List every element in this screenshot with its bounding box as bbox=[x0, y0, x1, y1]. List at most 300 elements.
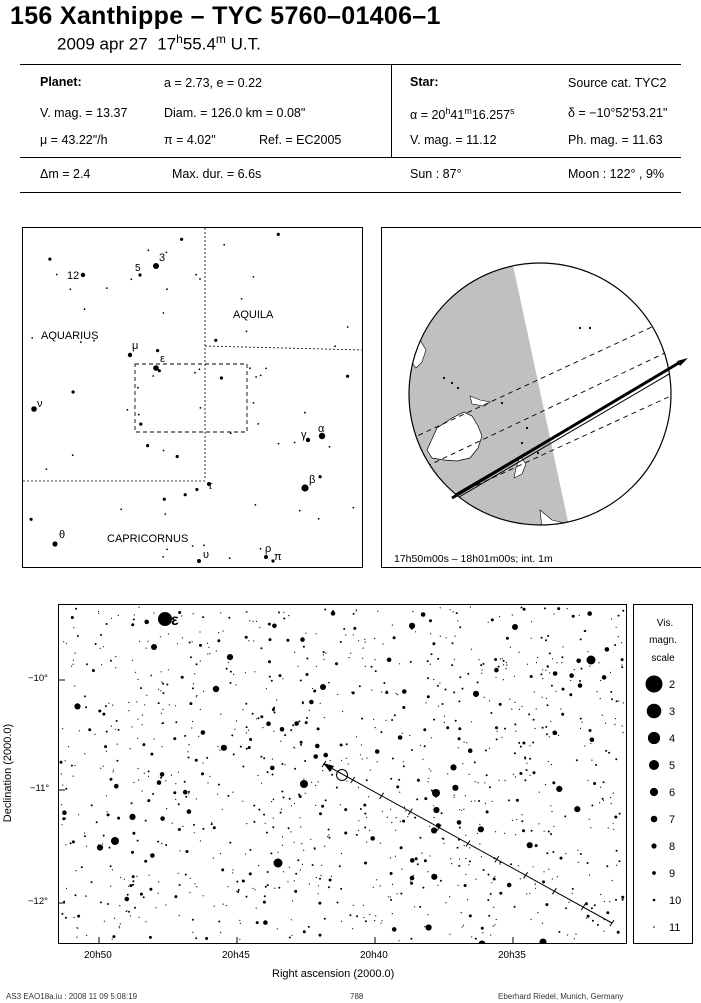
field-star bbox=[84, 832, 85, 833]
field-star bbox=[100, 648, 101, 649]
field-star bbox=[145, 921, 146, 922]
field-star bbox=[530, 919, 531, 920]
field-star bbox=[622, 610, 624, 612]
field-star bbox=[303, 930, 306, 933]
finder-star bbox=[56, 274, 58, 276]
field-star bbox=[358, 640, 359, 641]
field-star bbox=[581, 668, 583, 670]
finder-star bbox=[148, 249, 150, 251]
field-star bbox=[246, 823, 247, 824]
field-star bbox=[494, 658, 497, 661]
field-star bbox=[274, 712, 276, 714]
field-star bbox=[278, 611, 280, 613]
field-star bbox=[351, 692, 352, 693]
field-star bbox=[468, 864, 469, 865]
field-star bbox=[299, 817, 300, 818]
field-star bbox=[270, 766, 275, 771]
field-star bbox=[258, 775, 259, 776]
field-star bbox=[262, 727, 263, 728]
field-star bbox=[498, 666, 500, 668]
field-star bbox=[392, 625, 393, 626]
field-star bbox=[265, 823, 266, 824]
finder-star bbox=[223, 244, 225, 246]
field-star bbox=[263, 757, 265, 759]
field-star bbox=[253, 621, 254, 622]
field-star bbox=[459, 827, 461, 829]
field-star bbox=[518, 742, 520, 744]
field-star bbox=[390, 899, 392, 901]
field-star bbox=[192, 932, 193, 933]
field-star bbox=[62, 785, 63, 786]
moon-elongation: Moon : 122° , 9% bbox=[568, 167, 665, 181]
field-star bbox=[499, 780, 500, 781]
field-star bbox=[550, 833, 552, 835]
field-star bbox=[200, 660, 201, 661]
field-star bbox=[521, 607, 523, 609]
field-star bbox=[503, 664, 504, 665]
field-star bbox=[574, 669, 575, 670]
field-star bbox=[553, 671, 558, 676]
field-star bbox=[62, 817, 65, 820]
field-star bbox=[600, 894, 601, 895]
field-star bbox=[267, 771, 269, 773]
field-star bbox=[392, 913, 393, 914]
field-star bbox=[398, 735, 403, 740]
field-star bbox=[609, 901, 610, 902]
field-star bbox=[536, 662, 537, 663]
field-star bbox=[529, 745, 530, 746]
field-star bbox=[371, 689, 372, 690]
field-star bbox=[199, 631, 200, 632]
field-star bbox=[240, 746, 242, 748]
ra-tick-label: 20h35 bbox=[498, 950, 526, 961]
field-star bbox=[309, 883, 310, 884]
field-star bbox=[323, 753, 328, 758]
field-star bbox=[368, 796, 369, 797]
field-star bbox=[577, 850, 578, 851]
finder-star bbox=[318, 518, 320, 520]
field-star bbox=[131, 623, 134, 626]
field-star bbox=[429, 855, 430, 856]
field-star bbox=[514, 702, 515, 703]
field-star bbox=[545, 903, 548, 906]
field-star bbox=[464, 742, 465, 743]
field-star bbox=[191, 727, 192, 728]
field-star bbox=[487, 899, 489, 901]
field-star bbox=[364, 827, 366, 829]
field-star bbox=[337, 902, 339, 904]
field-star bbox=[358, 830, 359, 831]
field-star bbox=[112, 869, 113, 870]
field-star bbox=[594, 904, 596, 906]
field-star bbox=[382, 643, 383, 644]
field-star bbox=[457, 620, 458, 621]
field-star bbox=[98, 710, 101, 713]
field-star bbox=[427, 660, 429, 662]
field-star bbox=[146, 648, 147, 649]
field-star bbox=[195, 937, 197, 939]
field-star bbox=[515, 731, 516, 732]
field-star bbox=[366, 817, 367, 818]
field-star bbox=[462, 688, 464, 690]
field-star bbox=[442, 703, 444, 705]
field-star bbox=[322, 770, 323, 771]
field-star bbox=[424, 859, 427, 862]
finder-star bbox=[241, 298, 243, 300]
field-star bbox=[362, 658, 363, 659]
field-star bbox=[458, 737, 461, 740]
field-star bbox=[450, 764, 456, 770]
field-star bbox=[576, 659, 581, 664]
field-star bbox=[110, 778, 113, 781]
track-time-tick bbox=[524, 872, 528, 878]
field-star bbox=[546, 852, 548, 854]
field-star bbox=[140, 687, 142, 689]
star-label-5: 5 bbox=[135, 263, 141, 274]
scale-magnitude-dot bbox=[646, 676, 663, 693]
field-star bbox=[157, 841, 159, 843]
field-star bbox=[194, 673, 195, 674]
field-star bbox=[192, 919, 194, 921]
field-star bbox=[556, 662, 557, 663]
field-star bbox=[416, 798, 418, 800]
finder-star bbox=[257, 423, 259, 425]
info-top-rule bbox=[20, 64, 681, 65]
field-star bbox=[516, 819, 517, 820]
field-star bbox=[455, 720, 457, 722]
finder-star bbox=[220, 376, 223, 379]
field-star bbox=[365, 666, 366, 667]
field-star bbox=[156, 907, 157, 908]
field-star bbox=[458, 700, 460, 702]
finder-star bbox=[246, 331, 248, 333]
field-star bbox=[437, 885, 438, 886]
field-star bbox=[106, 811, 107, 812]
field-star bbox=[605, 750, 607, 752]
field-star bbox=[312, 864, 314, 866]
field-star bbox=[398, 940, 399, 941]
field-star bbox=[396, 817, 397, 818]
field-star bbox=[269, 676, 271, 678]
field-star bbox=[402, 733, 403, 734]
planet-diameter: Diam. = 126.0 km = 0.08" bbox=[164, 106, 306, 120]
field-star bbox=[265, 886, 267, 888]
field-star bbox=[253, 640, 254, 641]
field-star bbox=[560, 857, 563, 860]
field-star bbox=[162, 746, 163, 747]
field-star bbox=[106, 623, 108, 625]
finder-star bbox=[72, 390, 75, 393]
field-star bbox=[75, 608, 77, 610]
field-star bbox=[84, 695, 86, 697]
field-star bbox=[282, 845, 283, 846]
field-star bbox=[552, 781, 555, 784]
field-star bbox=[161, 671, 162, 672]
field-star bbox=[73, 664, 74, 665]
field-star bbox=[356, 915, 358, 917]
field-star bbox=[377, 761, 378, 762]
field-star bbox=[217, 746, 218, 747]
field-star bbox=[276, 699, 277, 700]
field-star bbox=[294, 652, 295, 653]
field-star bbox=[196, 886, 197, 887]
field-star bbox=[587, 915, 590, 918]
field-star bbox=[409, 735, 410, 736]
field-star bbox=[190, 656, 192, 658]
finder-star bbox=[69, 288, 71, 290]
field-star bbox=[115, 729, 116, 730]
field-star bbox=[507, 883, 512, 888]
field-star bbox=[489, 748, 490, 749]
field-star bbox=[252, 713, 254, 715]
field-star bbox=[227, 654, 233, 660]
field-star bbox=[514, 906, 516, 908]
field-star bbox=[178, 873, 179, 874]
constellation-aquarius: AQUARIUS bbox=[41, 330, 99, 342]
field-star bbox=[223, 630, 224, 631]
field-star bbox=[489, 786, 491, 788]
finder-star bbox=[195, 274, 197, 276]
field-star bbox=[495, 726, 498, 729]
field-star bbox=[481, 673, 482, 674]
field-star bbox=[578, 683, 583, 688]
field-star bbox=[465, 858, 466, 859]
field-star bbox=[488, 874, 490, 876]
field-star bbox=[440, 880, 442, 882]
field-star bbox=[335, 662, 338, 665]
field-star bbox=[284, 734, 286, 736]
field-star bbox=[193, 613, 194, 614]
field-star bbox=[491, 882, 492, 883]
star-dec: δ = −10°52'53.21" bbox=[568, 106, 668, 120]
field-star bbox=[557, 607, 560, 610]
field-star bbox=[545, 639, 547, 641]
field-star bbox=[237, 891, 239, 893]
finder-star bbox=[260, 548, 262, 550]
star-label-gamma: γ bbox=[301, 429, 307, 441]
field-star bbox=[220, 853, 221, 854]
field-star bbox=[582, 722, 583, 723]
finder-star bbox=[166, 549, 168, 551]
field-star bbox=[324, 846, 325, 847]
track-time-tick bbox=[610, 920, 614, 926]
field-star bbox=[526, 769, 528, 771]
field-star bbox=[452, 785, 458, 791]
field-star bbox=[414, 817, 416, 819]
orbit-reference: Ref. = EC2005 bbox=[259, 133, 342, 147]
field-star bbox=[142, 791, 143, 792]
field-star bbox=[230, 682, 232, 684]
field-star bbox=[605, 647, 610, 652]
field-star bbox=[295, 873, 297, 875]
field-star bbox=[186, 850, 189, 853]
finder-star bbox=[184, 493, 187, 496]
field-star bbox=[390, 857, 391, 858]
field-star bbox=[321, 805, 324, 808]
field-star bbox=[280, 812, 282, 814]
field-star bbox=[452, 642, 454, 644]
field-star bbox=[107, 903, 109, 905]
field-star bbox=[362, 758, 363, 759]
finder-star bbox=[195, 488, 198, 491]
field-star bbox=[586, 918, 587, 919]
field-star bbox=[524, 779, 526, 781]
sun-elongation: Sun : 87° bbox=[410, 167, 462, 181]
field-star bbox=[79, 730, 80, 731]
field-star bbox=[481, 856, 482, 857]
field-star bbox=[248, 640, 249, 641]
field-star bbox=[551, 811, 552, 812]
field-star bbox=[444, 722, 445, 723]
field-star bbox=[207, 653, 208, 654]
field-star bbox=[615, 758, 617, 760]
field-star bbox=[277, 852, 278, 853]
field-star bbox=[316, 666, 317, 667]
field-star bbox=[597, 924, 599, 926]
field-star bbox=[271, 801, 272, 802]
field-star bbox=[226, 668, 228, 670]
field-star bbox=[373, 719, 374, 720]
finder-star bbox=[294, 442, 296, 444]
field-star bbox=[249, 849, 251, 851]
field-star bbox=[158, 702, 160, 704]
field-star bbox=[430, 770, 431, 771]
field-star bbox=[77, 928, 78, 929]
field-star bbox=[345, 634, 346, 635]
island bbox=[501, 402, 503, 404]
field-star bbox=[535, 844, 538, 847]
field-star bbox=[132, 875, 135, 878]
field-star bbox=[95, 643, 97, 645]
field-star bbox=[230, 671, 232, 673]
finder-bright-star bbox=[301, 484, 308, 491]
constellation-aquila: AQUILA bbox=[233, 309, 274, 321]
field-star bbox=[113, 770, 114, 771]
field-star bbox=[112, 939, 113, 940]
field-star bbox=[457, 820, 462, 825]
field-star bbox=[617, 931, 620, 934]
field-star bbox=[488, 622, 489, 623]
field-star bbox=[299, 795, 302, 798]
field-star bbox=[358, 820, 359, 821]
field-star bbox=[441, 812, 443, 814]
field-star bbox=[305, 633, 306, 634]
field-star bbox=[196, 695, 197, 696]
field-star bbox=[203, 895, 204, 896]
field-star bbox=[360, 754, 361, 755]
field-star bbox=[290, 729, 292, 731]
field-star bbox=[589, 666, 590, 667]
field-star bbox=[462, 926, 463, 927]
field-star bbox=[160, 636, 161, 637]
field-star bbox=[283, 618, 285, 620]
field-star bbox=[616, 627, 617, 628]
field-star bbox=[455, 636, 456, 637]
field-star bbox=[162, 722, 164, 724]
field-star bbox=[344, 808, 347, 811]
field-star bbox=[398, 779, 400, 781]
field-star bbox=[289, 937, 291, 939]
field-star bbox=[348, 763, 349, 764]
field-star bbox=[453, 611, 454, 612]
field-star bbox=[340, 641, 342, 643]
field-star bbox=[178, 772, 179, 773]
island bbox=[457, 387, 459, 389]
field-star bbox=[92, 669, 95, 672]
field-star bbox=[349, 657, 350, 658]
field-star bbox=[291, 831, 292, 832]
field-star bbox=[558, 931, 560, 933]
field-star bbox=[375, 749, 380, 754]
field-star bbox=[381, 691, 382, 692]
field-star bbox=[527, 664, 528, 665]
field-star bbox=[533, 771, 536, 774]
field-star bbox=[118, 615, 119, 616]
field-star bbox=[192, 687, 194, 689]
field-star bbox=[421, 853, 422, 854]
field-star bbox=[270, 852, 272, 854]
field-star bbox=[256, 621, 257, 622]
field-star bbox=[320, 703, 321, 704]
field-star bbox=[125, 897, 130, 902]
finder-star bbox=[138, 414, 140, 416]
star-label-pi: π bbox=[274, 551, 282, 563]
field-star bbox=[570, 680, 571, 681]
star-label: Star: bbox=[410, 75, 439, 89]
field-star bbox=[65, 760, 66, 761]
field-star bbox=[97, 845, 103, 851]
field-star bbox=[422, 887, 424, 889]
field-star bbox=[445, 689, 447, 691]
field-star bbox=[135, 672, 136, 673]
finder-star bbox=[229, 557, 231, 559]
field-star bbox=[260, 647, 262, 649]
field-star bbox=[477, 681, 479, 683]
event-hour: 17 bbox=[157, 34, 177, 54]
field-star bbox=[171, 775, 172, 776]
finder-star bbox=[164, 513, 166, 515]
field-star bbox=[203, 691, 204, 692]
field-star bbox=[503, 660, 505, 662]
field-star bbox=[132, 832, 135, 835]
field-star bbox=[292, 935, 293, 936]
field-star bbox=[439, 683, 440, 684]
field-star bbox=[519, 772, 522, 775]
field-star bbox=[352, 928, 353, 929]
field-star bbox=[175, 783, 176, 784]
track-time-tick bbox=[408, 809, 412, 815]
field-star bbox=[475, 781, 476, 782]
field-star bbox=[356, 736, 357, 737]
field-star bbox=[580, 853, 582, 855]
field-star bbox=[515, 834, 516, 835]
field-star bbox=[610, 672, 611, 673]
field-star bbox=[616, 865, 617, 866]
field-star bbox=[327, 836, 328, 837]
field-star bbox=[263, 901, 266, 904]
finder-star bbox=[72, 454, 74, 456]
field-star bbox=[315, 805, 316, 806]
field-star bbox=[104, 745, 107, 748]
field-star bbox=[260, 715, 263, 718]
delta-mag: Δm = 2.4 bbox=[40, 167, 91, 181]
field-star bbox=[329, 837, 331, 839]
field-star bbox=[428, 914, 429, 915]
field-star bbox=[162, 683, 164, 685]
field-star bbox=[548, 869, 549, 870]
field-star bbox=[239, 939, 240, 940]
field-star bbox=[349, 914, 351, 916]
